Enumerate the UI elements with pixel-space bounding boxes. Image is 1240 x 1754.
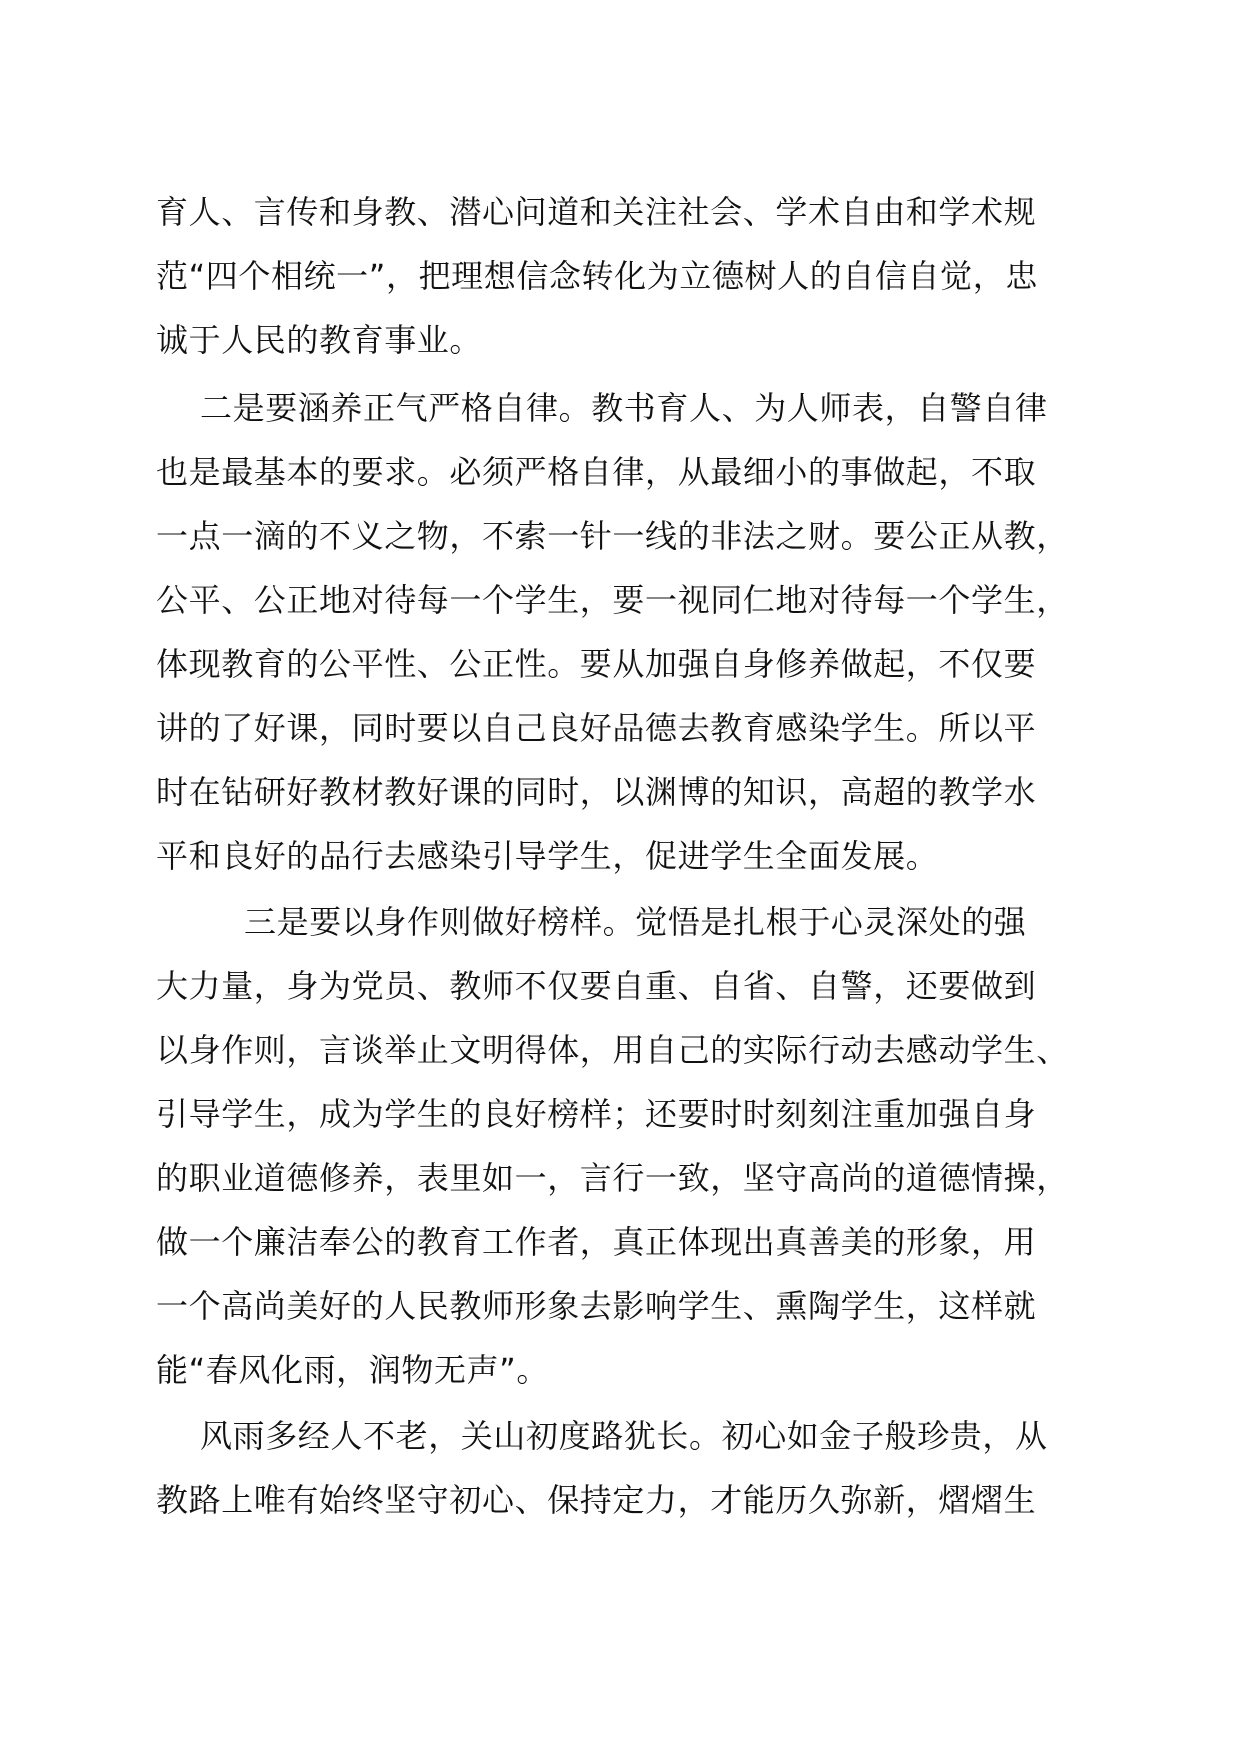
text-line: 体现教育的公平性、公正性。要从加强自身修养做起，不仅要 [156, 645, 1037, 683]
text-line: 也是最基本的要求。必须严格自律，从最细小的事做起，不取 [156, 453, 1037, 491]
text-line: 范“四个相统一”，把理想信念转化为立德树人的自信自觉，忠 [156, 257, 1038, 295]
text-line: 一个高尚美好的人民教师形象去影响学生、熏陶学生，这样就 [156, 1287, 1037, 1325]
text-line: 平和良好的品行去感染引导学生，促进学生全面发展。 [156, 837, 939, 875]
text-line: 三是要以身作则做好榜样。觉悟是扎根于心灵深处的强 [244, 903, 1027, 941]
text-line: 育人、言传和身教、潜心问道和关注社会、学术自由和学术规 [156, 193, 1037, 231]
text-line: 公平、公正地对待每一个学生，要一视同仁地对待每一个学生， [156, 581, 1069, 619]
text-line: 的职业道德修养，表里如一，言行一致，坚守高尚的道德情操， [156, 1159, 1069, 1197]
text-line: 教路上唯有始终坚守初心、保持定力，才能历久弥新，熠熠生 [156, 1481, 1037, 1519]
text-line: 引导学生，成为学生的良好榜样；还要时时刻刻注重加强自身 [156, 1095, 1037, 1133]
text-line: 以身作则，言谈举止文明得体，用自己的实际行动去感动学生、 [156, 1031, 1069, 1069]
text-line: 做一个廉洁奉公的教育工作者，真正体现出真善美的形象，用 [156, 1223, 1037, 1261]
text-line: 大力量，身为党员、教师不仅要自重、自省、自警，还要做到 [156, 967, 1037, 1005]
text-line: 一点一滴的不义之物，不索一针一线的非法之财。要公正从教， [156, 517, 1069, 555]
text-line: 能“春风化雨，润物无声”。 [156, 1351, 549, 1389]
text-line: 诚于人民的教育事业。 [156, 321, 483, 359]
text-line: 时在钻研好教材教好课的同时，以渊博的知识，高超的教学水 [156, 773, 1037, 811]
text-line: 讲的了好课，同时要以自己良好品德去教育感染学生。所以平 [156, 709, 1037, 747]
text-line: 二是要涵养正气严格自律。教书育人、为人师表，自警自律 [200, 389, 1048, 427]
text-line: 风雨多经人不老，关山初度路犹长。初心如金子般珍贵，从 [200, 1417, 1048, 1455]
